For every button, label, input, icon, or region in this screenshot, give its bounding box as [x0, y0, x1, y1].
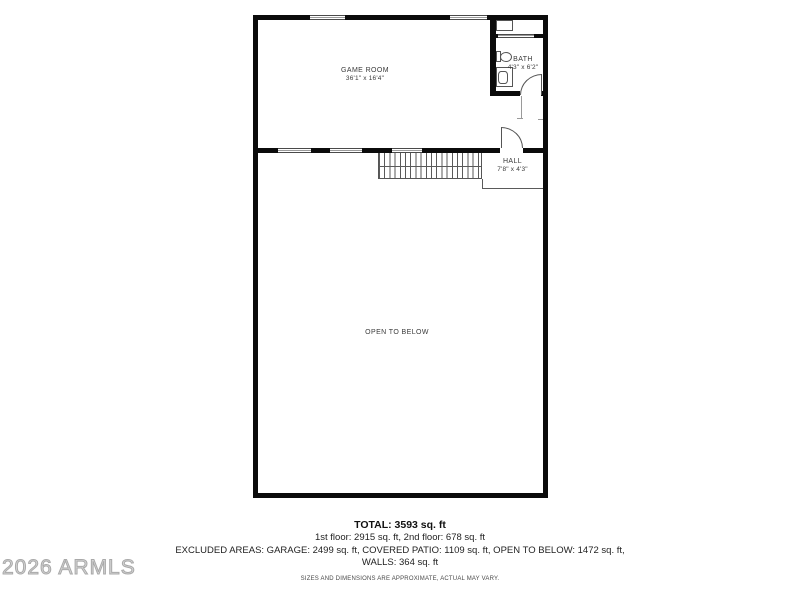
floor-areas-text: 1st floor: 2915 sq. ft, 2nd floor: 678 sq. ft: [314, 532, 486, 543]
hall-name: HALL: [502, 158, 523, 165]
dimension-tick: [517, 118, 523, 119]
total-area-text: TOTAL: 3593 sq. ft: [354, 519, 446, 531]
hall-label: [485, 157, 540, 174]
hall-dims: 7'8" x 4'3": [497, 166, 528, 173]
game-room-dims: 36'1" x 16'4": [345, 75, 385, 82]
armls-watermark: 2026 ARMLS: [2, 556, 136, 579]
stair-rail: [379, 166, 481, 167]
window: [450, 15, 487, 20]
open-to-below-name: OPEN TO BELOW: [365, 329, 429, 336]
closet-shelf: [496, 20, 513, 31]
bath-dims: 4'3" x 6'2": [507, 64, 539, 71]
dimension-line: [521, 96, 522, 119]
bath-name: BATH: [513, 56, 533, 63]
excluded-areas-text: EXCLUDED AREAS: GARAGE: 2499 sq. ft, COVERED PATIO: 1109 sq. ft, OPEN TO BELOW: 1472 sq. ft,: [175, 544, 625, 556]
hall-boundary-line: [482, 188, 543, 189]
stairs: [378, 153, 482, 179]
game-room-name: GAME ROOM: [341, 67, 389, 74]
dimension-tick: [538, 119, 543, 120]
bath-label: [496, 55, 550, 72]
bath-cased-opening: [498, 34, 534, 38]
hall-door-opening: [500, 148, 523, 153]
game-room-label: [305, 66, 425, 83]
sink-bowl: [498, 71, 508, 84]
disclaimer-text: SIZES AND DIMENSIONS ARE APPROXIMATE, ACTUAL MAY VARY.: [300, 575, 500, 582]
open-to-below-label: [347, 328, 447, 337]
walls-area-text: WALLS: 364 sq. ft: [361, 557, 439, 568]
hall-boundary-line: [482, 179, 483, 188]
window: [310, 15, 345, 20]
window: [278, 148, 311, 153]
plan-outer-walls: [253, 15, 548, 498]
window: [330, 148, 362, 153]
